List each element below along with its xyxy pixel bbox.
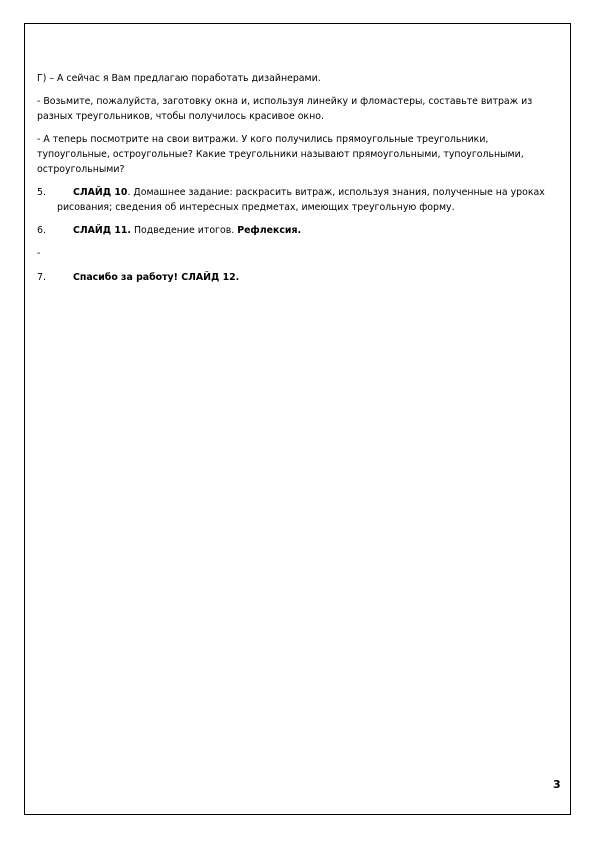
list-item-text	[57, 223, 547, 238]
list-item-6	[37, 223, 547, 238]
paragraph-stained-glass-question: - А теперь посмотрите на свои витражи. У кого получились прямоугольные треугольники, тупоугольные, остроугольные? Какие треугольники называют прямоугольными, тупоугольными, остроугольными?	[37, 134, 524, 175]
list-item-text	[57, 185, 547, 215]
list-item-7	[37, 270, 547, 285]
summary-text: Подведение итогов.	[131, 225, 238, 236]
list-number: 5.	[37, 187, 46, 198]
slide-label: СЛАЙД 10	[73, 187, 128, 198]
paragraph-window-template: - Возьмите, пожалуйста, заготовку окна и, используя линейку и фломастеры, составьте витраж из разных треугольников, чтобы получилось красивое окно.	[37, 96, 533, 122]
thanks-slide-label: Спасибо за работу! СЛАЙД 12.	[73, 272, 240, 283]
reflection-label: Рефлексия.	[237, 225, 302, 236]
homework-text: . Домашнее задание: раскрасить витраж, используя знания, полученные на уроках рисования; сведения об интересных предметах, имеющих треугольную форму.	[57, 187, 545, 213]
paragraph-designers: Г) – А сейчас я Вам предлагаю поработать дизайнерами.	[37, 73, 321, 84]
dash-line: -	[37, 248, 41, 259]
list-number: 6.	[37, 225, 46, 236]
slide-label: СЛАЙД 11.	[73, 225, 131, 236]
list-item-text	[57, 270, 547, 285]
list-number: 7.	[37, 272, 46, 283]
list-item-5	[37, 185, 547, 215]
document-body	[37, 71, 547, 293]
page-number: 3	[553, 778, 561, 791]
